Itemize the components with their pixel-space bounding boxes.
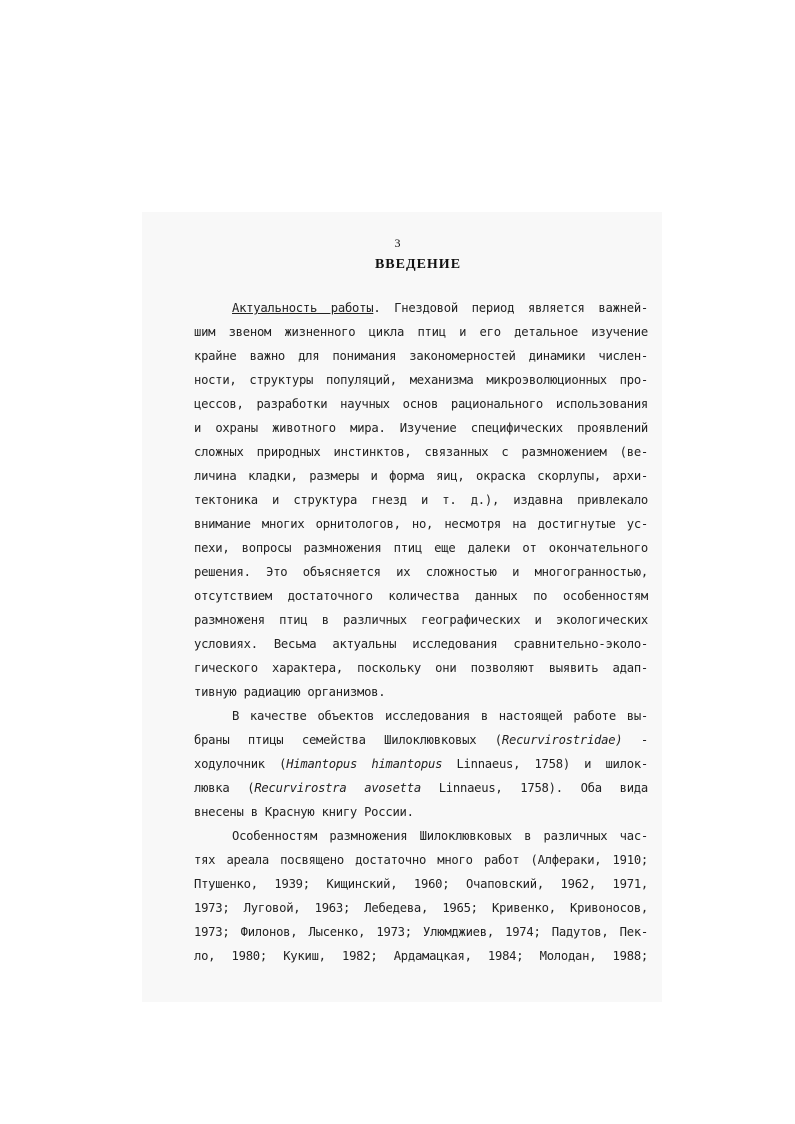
paragraph-2-line: браны птицы семейства Шилоклювковых (Recurvirostridae) - (194, 733, 648, 747)
family-latin-name: Recurvirostridae) (501, 733, 623, 747)
paragraph-1-line: Актуальность работы. Гнездовой период является важней- (232, 301, 649, 315)
species-latin-name: Himantopus himantopus (286, 757, 443, 771)
paragraph-2-line: ходулочник (Himantopus himantopus Linnaeus, 1758) и шилок- (194, 757, 648, 771)
paragraph-3-line: Птушенко, 1939; Кищинский, 1960; Очаповский, 1962, 1971, (194, 877, 648, 891)
paragraph-3-line: тях ареала посвящено достаточно много работ (Алфераки, 1910; (194, 853, 648, 867)
paragraph-1-line: решения. Это объясняется их сложностью и многогранностью, (194, 565, 648, 579)
paragraph-1-line: условиях. Весьма актуальны исследования сравнительно-эколо- (194, 637, 648, 651)
paragraph-1-line: тивную радиацию организмов. (194, 685, 386, 699)
paragraph-1-line: гического характера, поскольку они позволяют выявить адап- (194, 661, 648, 675)
paragraph-2-line: лювка (Recurvirostra avosetta Linnaeus, 1758). Оба вида (194, 781, 648, 795)
paragraph-3-line: 1973; Луговой, 1963; Лебедева, 1965; Кривенко, Кривоносов, (194, 901, 648, 915)
paragraph-1-line: и охраны животного мира. Изучение специфических проявлений (194, 421, 648, 435)
page-title: ВВЕДЕНИЕ (374, 257, 462, 272)
paragraph-1-line: шим звеном жизненного цикла птиц и его детальное изучение (194, 325, 648, 339)
paragraph-1-line: размноженя птиц в различных географических и экологических (194, 613, 648, 627)
paragraph-3-line: Особенностям размножения Шилоклювковых в различных час- (232, 829, 648, 843)
paragraph-1-line: ности, структуры популяций, механизма микроэволюционных про- (194, 373, 648, 387)
document-body (194, 296, 648, 968)
paragraph-1-line: сложных природных инстинктов, связанных с размножением (ве- (194, 445, 648, 459)
paragraph-1-line: личина кладки, размеры и форма яиц, окраска скорлупы, архи- (194, 469, 648, 483)
page-number: 3 (394, 236, 401, 250)
paragraph-3-line: 1973; Филонов, Лысенко, 1973; Улюмджиев, 1974; Падутов, Пек- (194, 925, 648, 939)
paragraph-1-line: тектоника и структура гнезд и т. д.), издавна привлекало (194, 493, 648, 507)
paragraph-1-line: цессов, разработки научных основ рационального использования (194, 397, 648, 411)
paragraph-1-line: пехи, вопросы размножения птиц еще далеки от окончательного (194, 541, 648, 555)
section-heading: Актуальность работы (232, 301, 374, 315)
paragraph-2-line: В качестве объектов исследования в настоящей работе вы- (232, 709, 648, 723)
paragraph-2-line: внесены в Красную книгу России. (194, 805, 414, 819)
paragraph-1-line: крайне важно для понимания закономерностей динамики числен- (194, 349, 648, 363)
species-latin-name: Recurvirostra avosetta (254, 781, 421, 795)
paragraph-1-line: внимание многих орнитологов, но, несмотря на достигнутые ус- (194, 517, 648, 531)
paragraph-3-line: ло, 1980; Кукиш, 1982; Ардамацкая, 1984; Молодан, 1988; (194, 949, 648, 963)
paragraph-1-line: отсутствием достаточного количества данных по особенностям (194, 589, 648, 603)
